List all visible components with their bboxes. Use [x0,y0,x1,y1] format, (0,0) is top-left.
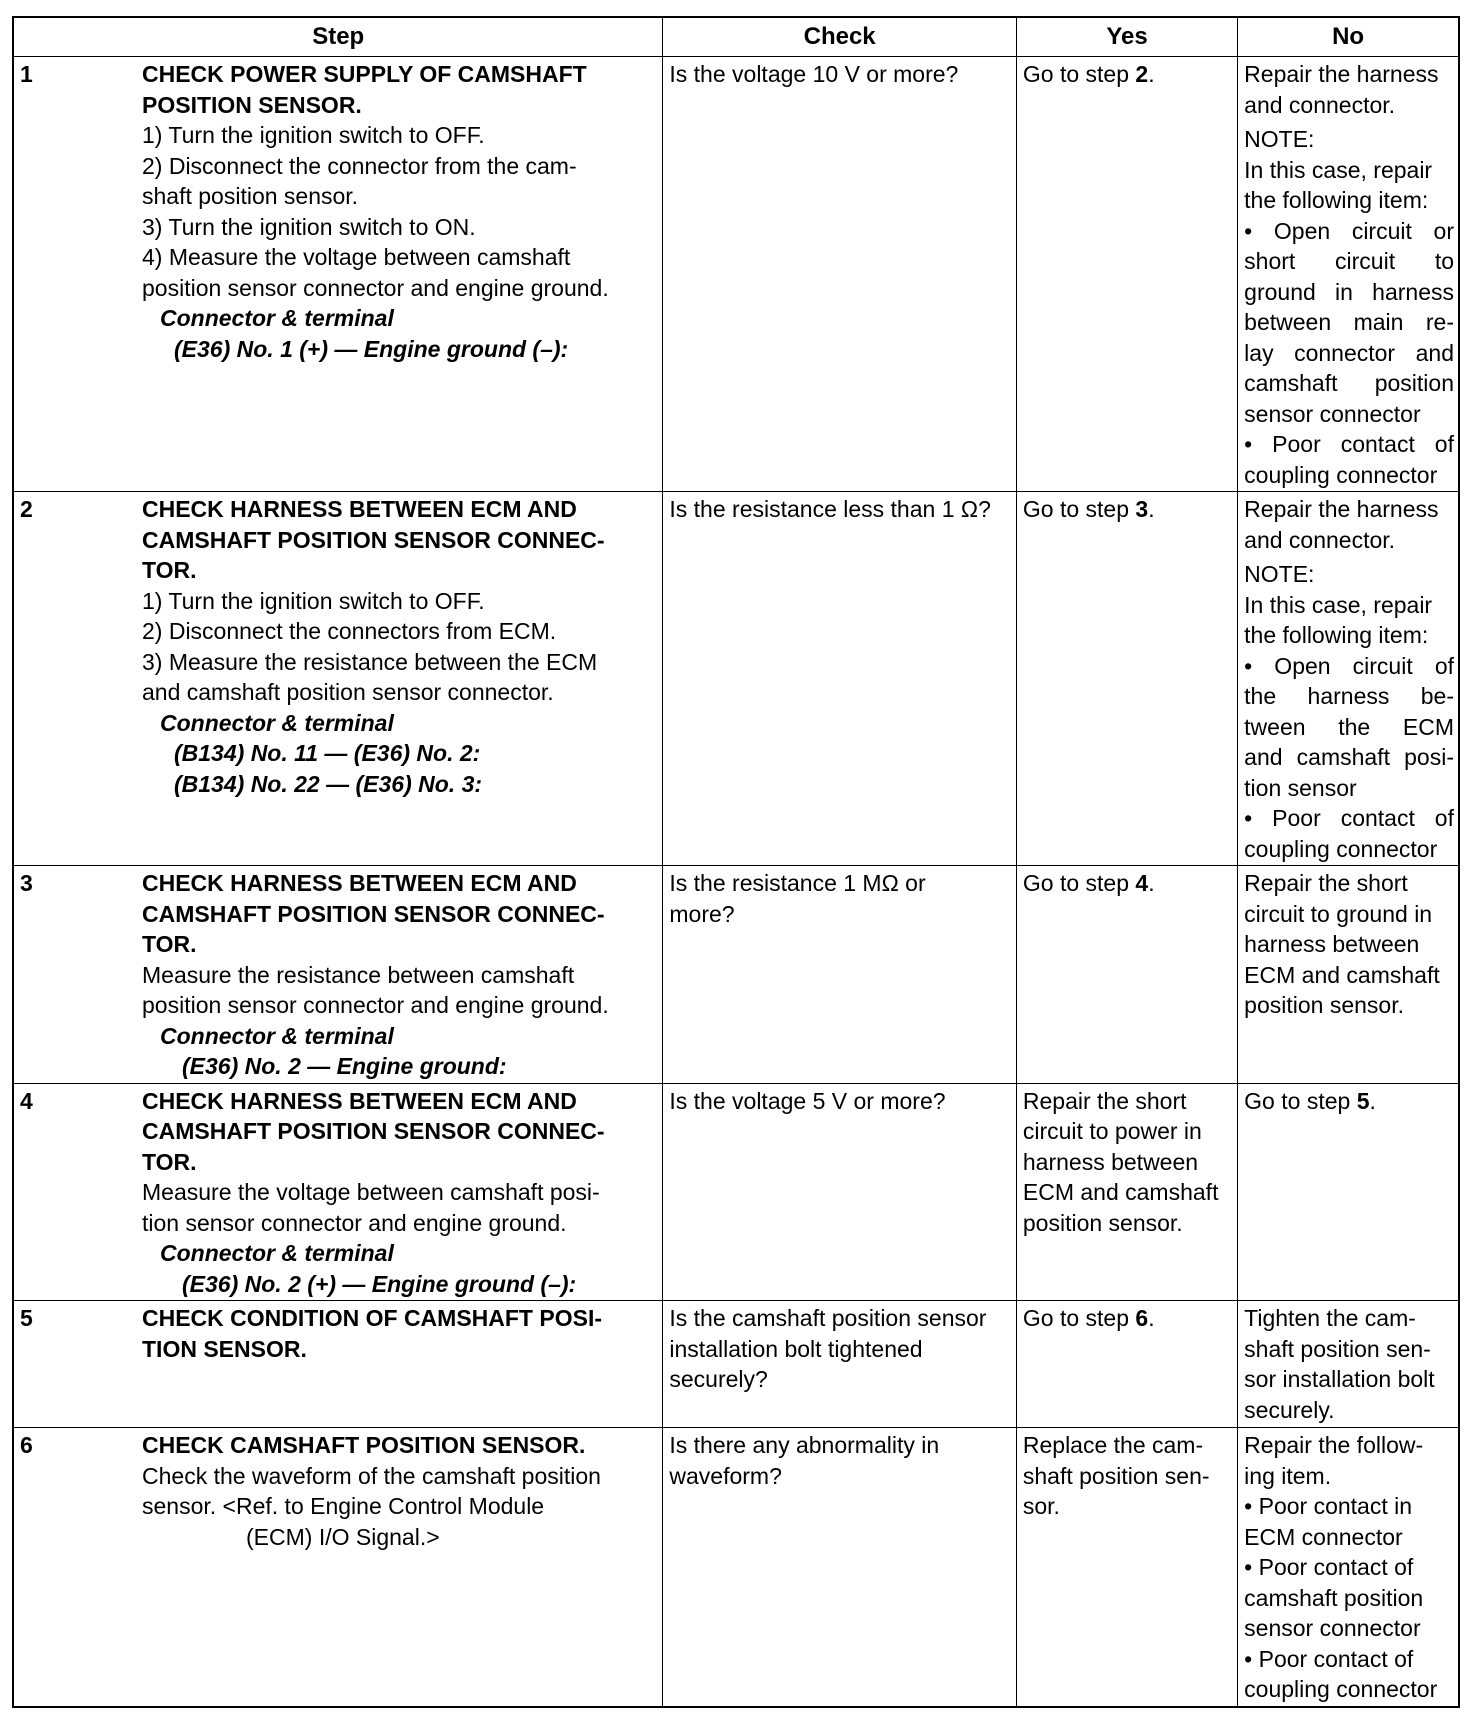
header-no: No [1238,17,1459,57]
step-cell [13,57,663,492]
step-instruction: 2) Disconnect the connectors from ECM. [142,618,557,644]
yes-cell [1016,492,1237,866]
step-instruction: Measure the voltage between camshaft posi- [142,1179,600,1205]
yes-text: position sensor. [1022,1209,1183,1236]
no-text: sensor connector [1244,1615,1421,1641]
yes-text: Replace the cam- [1022,1432,1204,1458]
terminal-spec: (E36) No. 1 (+) — Engine ground (–): [174,335,569,362]
step-cell [13,1083,663,1301]
terminal-spec: (E36) No. 2 — Engine ground: [182,1053,507,1079]
note-text: • Poor contact of [1244,805,1454,831]
no-text: • Poor contact of [1244,1554,1414,1580]
note-text: In this case, repair [1244,156,1433,183]
yes-step-number: 6 [1135,1305,1149,1331]
no-text: circuit to ground in [1244,900,1433,927]
no-text: position sensor. [1244,992,1404,1018]
step-instruction: 1) Turn the ignition switch to OFF. [142,587,485,614]
note-text: ground in harness [1244,278,1454,305]
step-cell [13,1301,663,1428]
connector-label: Connector & terminal [160,305,394,331]
no-suffix: . [1369,1087,1376,1114]
step-instruction: 3) Measure the resistance between the ECM [142,648,598,675]
check-text: Is the voltage 5 V or more? [669,1087,946,1114]
step-title: CHECK HARNESS BETWEEN ECM AND [142,1087,577,1114]
no-text: ing item. [1244,1462,1332,1489]
table-row [13,1428,1459,1707]
step-instruction: 4) Measure the voltage between camshaft [142,244,571,270]
note-text: tween the ECM [1244,713,1454,740]
no-text: Tighten the cam- [1244,1305,1416,1331]
no-text: securely. [1244,1396,1335,1423]
terminal-spec: (E36) No. 2 (+) — Engine ground (–): [182,1270,577,1297]
no-text: ECM and camshaft [1244,961,1440,988]
note-text: sensor connector [1244,400,1421,427]
step-number: 3 [20,870,33,896]
terminal-spec: (B134) No. 11 — (E36) No. 2: [174,740,481,766]
note-text: between main re- [1244,309,1454,335]
note-text: lay connector and [1244,339,1454,366]
table-row [13,866,1459,1084]
yes-text: circuit to power in [1022,1118,1202,1144]
no-text: • Poor contact of [1244,1645,1414,1672]
step-instruction: position sensor connector and engine ground. [142,274,609,301]
header-check: Check [663,17,1016,57]
check-cell [663,866,1016,1084]
no-text: coupling connector [1244,1676,1438,1702]
no-text: harness between [1244,931,1420,957]
table-row [13,492,1459,866]
step-title: TION SENSOR. [142,1335,307,1362]
check-text: installation bolt tightened [669,1335,923,1362]
check-cell [663,492,1016,866]
check-text: Is the voltage 10 V or more? [669,61,959,87]
check-text: Is the camshaft position sensor [669,1305,987,1331]
check-text: securely? [669,1366,768,1392]
step-title: TOR. [142,1148,197,1175]
note-text: the following item: [1244,187,1429,213]
check-text: Is the resistance 1 MΩ or [669,870,926,896]
diagnostic-page [12,16,1460,1708]
note-text: coupling connector [1244,461,1438,488]
check-text: waveform? [669,1462,782,1489]
note-text: • Poor contact of [1244,431,1454,457]
no-cell [1238,492,1459,866]
step-instruction: Measure the resistance between camshaft [142,961,575,988]
yes-cell [1016,1301,1237,1428]
step-cell [13,1428,663,1707]
header-yes: Yes [1016,17,1237,57]
connector-label: Connector & terminal [160,1240,394,1266]
note-text: the following item: [1244,622,1429,648]
step-instruction: shaft position sensor. [142,183,359,209]
check-text: Is the resistance less than 1 Ω? [669,496,991,522]
note-text: tion sensor [1244,774,1357,801]
step-number: 5 [20,1305,33,1331]
step-title: TOR. [142,557,197,583]
step-cell [13,492,663,866]
yes-cell [1016,1083,1237,1301]
note-text: • Open circuit of [1244,652,1454,679]
note-text: coupling connector [1244,835,1438,862]
no-text: and connector. [1244,526,1396,553]
note-text: camshaft position [1244,370,1454,396]
step-instruction: position sensor connector and engine ground. [142,992,609,1018]
step-number: 6 [20,1432,33,1458]
yes-text: shaft position sen- [1022,1462,1210,1489]
yes-suffix: . [1148,61,1155,87]
step-title: CAMSHAFT POSITION SENSOR CONNEC- [142,900,605,927]
step-title: CHECK HARNESS BETWEEN ECM AND [142,870,577,896]
connector-label: Connector & terminal [160,709,394,736]
step-title: CHECK HARNESS BETWEEN ECM AND [142,496,577,522]
step-instruction: and camshaft position sensor connector. [142,679,554,705]
check-text: Is there any abnormality in [669,1432,940,1458]
yes-text: sor. [1022,1493,1060,1519]
yes-text: Repair the short [1022,1087,1187,1114]
yes-step-number: 2 [1135,61,1149,87]
yes-text: Go to step [1022,870,1136,896]
yes-text: Go to step [1022,496,1136,522]
step-instruction: 1) Turn the ignition switch to OFF. [142,122,485,148]
yes-suffix: . [1148,1305,1155,1331]
reference-link-text: (ECM) I/O Signal.> [246,1523,440,1550]
header-row [13,17,1459,57]
yes-step-number: 4 [1135,870,1149,896]
step-instruction: Check the waveform of the camshaft position [142,1462,601,1489]
yes-text: Go to step [1022,1305,1136,1331]
step-title: CAMSHAFT POSITION SENSOR CONNEC- [142,1118,605,1144]
yes-cell [1016,866,1237,1084]
note-label: NOTE: [1244,126,1315,152]
check-cell [663,57,1016,492]
yes-text: ECM and camshaft [1022,1179,1219,1205]
no-cell [1238,1083,1459,1301]
note-text: short circuit to [1244,248,1454,274]
table-row [13,57,1459,492]
step-instruction: sensor. <Ref. to Engine Control Module [142,1493,545,1519]
terminal-spec: (B134) No. 22 — (E36) No. 3: [174,770,483,797]
note-text: the harness be- [1244,683,1454,709]
table-row [13,1301,1459,1428]
check-cell [663,1083,1016,1301]
yes-text: Go to step [1022,61,1136,87]
yes-cell [1016,57,1237,492]
no-cell [1238,57,1459,492]
no-text: shaft position sen- [1244,1335,1431,1362]
connector-label: Connector & terminal [160,1022,394,1049]
step-title: TOR. [142,931,197,957]
check-cell [663,1301,1016,1428]
no-text: ECM connector [1244,1523,1403,1550]
yes-step-number: 3 [1135,496,1149,522]
step-instruction: 3) Turn the ignition switch to ON. [142,213,476,240]
no-cell [1238,866,1459,1084]
note-text: In this case, repair [1244,591,1433,618]
note-label: NOTE: [1244,561,1315,587]
table-row [13,1083,1459,1301]
step-number: 4 [20,1087,33,1114]
step-number: 1 [20,61,33,87]
no-text: Repair the short [1244,870,1408,896]
diagnostic-table [12,16,1460,1708]
no-text: Repair the harness [1244,61,1439,87]
no-text: sor installation bolt [1244,1366,1435,1392]
no-step-number: 5 [1356,1087,1370,1114]
yes-suffix: . [1148,496,1155,522]
no-text: camshaft position [1244,1584,1424,1611]
step-title: POSITION SENSOR. [142,91,362,118]
step-instruction: 2) Disconnect the connector from the cam- [142,152,577,179]
step-number: 2 [20,496,33,522]
yes-cell [1016,1428,1237,1707]
no-cell [1238,1301,1459,1428]
yes-suffix: . [1148,870,1155,896]
step-title: CHECK CONDITION OF CAMSHAFT POSI- [142,1305,602,1331]
no-cell [1238,1428,1459,1707]
note-text: • Open circuit or [1244,217,1454,244]
step-title: CHECK CAMSHAFT POSITION SENSOR. [142,1432,586,1458]
check-text: more? [669,900,735,927]
no-text: Go to step [1244,1087,1357,1114]
no-text: and connector. [1244,91,1396,118]
yes-text: harness between [1022,1148,1199,1175]
step-title: CHECK POWER SUPPLY OF CAMSHAFT [142,61,587,87]
no-text: • Poor contact in [1244,1493,1413,1519]
note-text: and camshaft posi- [1244,744,1454,770]
step-title: CAMSHAFT POSITION SENSOR CONNEC- [142,526,605,553]
step-instruction: tion sensor connector and engine ground. [142,1209,567,1236]
header-step: Step [13,17,663,57]
step-cell [13,866,663,1084]
no-text: Repair the harness [1244,496,1439,522]
check-cell [663,1428,1016,1707]
no-text: Repair the follow- [1244,1432,1424,1458]
